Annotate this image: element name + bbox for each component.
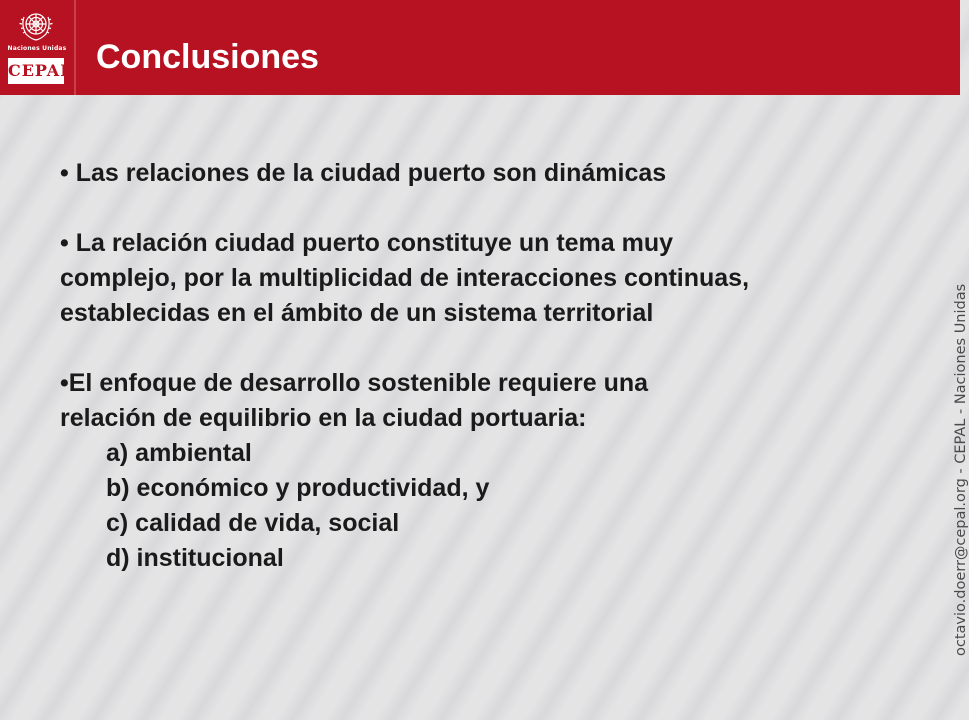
bullet-3-line-2: relación de equilibrio en la ciudad portuaria: (60, 404, 587, 432)
slide-body (60, 156, 940, 576)
spacer (60, 331, 940, 366)
cepal-logo: CEPAL (8, 58, 64, 84)
spacer (60, 191, 940, 226)
logo-block (0, 0, 76, 95)
sub-item-a: a) ambiental (106, 439, 252, 467)
side-footer-text: octavio.doerr@cepal.org - CEPAL - Naciones Unidas (953, 283, 969, 656)
sub-item-c: c) calidad de vida, social (106, 509, 400, 537)
bullet-3-line-1: •El enfoque de desarrollo sostenible requiere una (60, 369, 649, 397)
bullet-2-line-1: • La relación ciudad puerto constituye un tema muy (60, 229, 674, 257)
bullet-2-line-2: complejo, por la multiplicidad de interacciones continuas, (60, 264, 750, 292)
bullet-2-line-3: establecidas en el ámbito de un sistema territorial (60, 299, 654, 327)
sub-item-d: d) institucional (106, 544, 284, 572)
slide-header (0, 0, 960, 95)
sub-item-b: b) económico y productividad, y (106, 474, 490, 502)
slide-title: Conclusiones (96, 38, 319, 76)
un-label: Naciones Unidas (7, 45, 67, 52)
bullet-1: • Las relaciones de la ciudad puerto son dinámicas (60, 159, 667, 187)
un-emblem-icon (18, 7, 54, 43)
